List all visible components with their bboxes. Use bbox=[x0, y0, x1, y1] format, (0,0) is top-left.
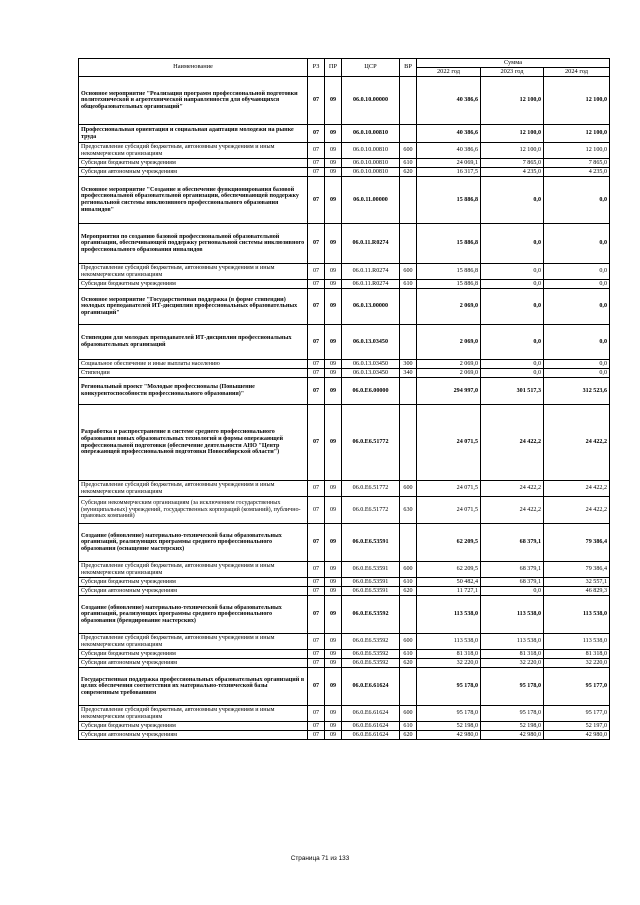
cell-vr: 610 bbox=[400, 650, 417, 659]
cell-2024: 46 829,3 bbox=[544, 587, 610, 596]
cell-2022: 50 482,4 bbox=[417, 578, 481, 587]
cell-pr: 09 bbox=[325, 587, 342, 596]
table-row bbox=[79, 405, 610, 481]
cell-2023: 113 538,0 bbox=[481, 596, 544, 634]
cell-2024: 42 980,0 bbox=[544, 731, 610, 740]
cell-2023: 0,0 bbox=[481, 224, 544, 264]
cell-2024: 12 100,0 bbox=[544, 77, 610, 125]
cell-rz: 07 bbox=[308, 378, 325, 405]
table-row bbox=[79, 722, 610, 731]
cell-2024: 12 100,0 bbox=[544, 143, 610, 159]
table-row bbox=[79, 587, 610, 596]
cell-2024: 79 386,4 bbox=[544, 562, 610, 578]
cell-name: Предоставление субсидий бюджетным, автономным учреждениям и иным некоммерческим организациям bbox=[79, 143, 308, 159]
cell-2023: 0,0 bbox=[481, 289, 544, 325]
cell-2022: 2 069,0 bbox=[417, 360, 481, 369]
cell-csr: 06.0.E6.53592 bbox=[342, 659, 400, 668]
cell-csr: 06.0.E6.00000 bbox=[342, 378, 400, 405]
cell-rz: 07 bbox=[308, 77, 325, 125]
cell-vr: 620 bbox=[400, 659, 417, 668]
column-header-name: Наименование bbox=[79, 59, 308, 77]
cell-vr bbox=[400, 77, 417, 125]
column-header-csr: ЦСР bbox=[342, 59, 400, 77]
cell-csr: 06.0.11.R0274 bbox=[342, 224, 400, 264]
cell-pr: 09 bbox=[325, 168, 342, 177]
cell-2023: 0,0 bbox=[481, 360, 544, 369]
cell-pr: 09 bbox=[325, 524, 342, 562]
cell-vr: 610 bbox=[400, 159, 417, 168]
cell-2022: 62 209,5 bbox=[417, 562, 481, 578]
cell-rz: 07 bbox=[308, 360, 325, 369]
cell-pr: 09 bbox=[325, 497, 342, 524]
table-row bbox=[79, 378, 610, 405]
cell-csr: 06.0.E6.53592 bbox=[342, 596, 400, 634]
table-row bbox=[79, 650, 610, 659]
cell-name: Создание (обновление) материально-технической базы образовательных организаций, реализующих программы среднего профессионального образования (оснащение мастерских) bbox=[79, 524, 308, 562]
cell-vr: 600 bbox=[400, 264, 417, 280]
cell-rz: 07 bbox=[308, 369, 325, 378]
cell-vr bbox=[400, 524, 417, 562]
cell-rz: 07 bbox=[308, 289, 325, 325]
cell-csr: 06.0.E6.53591 bbox=[342, 587, 400, 596]
cell-2023: 0,0 bbox=[481, 264, 544, 280]
cell-rz: 07 bbox=[308, 668, 325, 706]
cell-2022: 15 886,8 bbox=[417, 280, 481, 289]
cell-2024: 32 557,1 bbox=[544, 578, 610, 587]
cell-rz: 07 bbox=[308, 224, 325, 264]
cell-pr: 09 bbox=[325, 369, 342, 378]
cell-rz: 07 bbox=[308, 405, 325, 481]
cell-csr: 06.0.E6.51772 bbox=[342, 481, 400, 497]
cell-2022: 2 069,0 bbox=[417, 369, 481, 378]
table-row bbox=[79, 177, 610, 224]
cell-name: Субсидии бюджетным учреждениям bbox=[79, 578, 308, 587]
cell-name: Основное мероприятие "Государственная поддержка (в форме стипендии) молодых преподавателей ИТ-дисциплин профессиональных образовательных организаций" bbox=[79, 289, 308, 325]
cell-pr: 09 bbox=[325, 731, 342, 740]
cell-vr: 620 bbox=[400, 731, 417, 740]
cell-name: Социальное обеспечение и иные выплаты населению bbox=[79, 360, 308, 369]
cell-pr: 09 bbox=[325, 562, 342, 578]
cell-csr: 06.0.E6.61624 bbox=[342, 722, 400, 731]
cell-2023: 4 235,0 bbox=[481, 168, 544, 177]
cell-2024: 32 220,0 bbox=[544, 659, 610, 668]
cell-csr: 06.0.E6.61624 bbox=[342, 668, 400, 706]
cell-2024: 79 386,4 bbox=[544, 524, 610, 562]
table-row bbox=[79, 325, 610, 360]
cell-vr: 300 bbox=[400, 360, 417, 369]
cell-rz: 07 bbox=[308, 659, 325, 668]
cell-2022: 24 071,5 bbox=[417, 405, 481, 481]
cell-vr bbox=[400, 596, 417, 634]
column-header-vr: ВР bbox=[400, 59, 417, 77]
cell-2022: 24 069,1 bbox=[417, 159, 481, 168]
cell-pr: 09 bbox=[325, 659, 342, 668]
cell-vr bbox=[400, 405, 417, 481]
cell-name: Основное мероприятие "Реализация программ профессиональной подготовки политехнической и агротехнической направленности для обучающихся общеобразовательных организаций" bbox=[79, 77, 308, 125]
cell-name: Предоставление субсидий бюджетным, автономным учреждениям и иным некоммерческим организациям bbox=[79, 562, 308, 578]
cell-2024: 24 422,2 bbox=[544, 497, 610, 524]
cell-2023: 0,0 bbox=[481, 177, 544, 224]
cell-vr bbox=[400, 125, 417, 143]
cell-csr: 06.0.10.00810 bbox=[342, 159, 400, 168]
table-row bbox=[79, 143, 610, 159]
cell-rz: 07 bbox=[308, 159, 325, 168]
column-header-2022: 2022 год bbox=[417, 68, 481, 77]
cell-2023: 95 178,0 bbox=[481, 668, 544, 706]
cell-2023: 0,0 bbox=[481, 587, 544, 596]
cell-name: Субсидии автономным учреждениям bbox=[79, 731, 308, 740]
cell-rz: 07 bbox=[308, 722, 325, 731]
column-header-rz: РЗ bbox=[308, 59, 325, 77]
cell-2022: 32 220,0 bbox=[417, 659, 481, 668]
cell-2022: 62 209,5 bbox=[417, 524, 481, 562]
cell-pr: 09 bbox=[325, 280, 342, 289]
table-row bbox=[79, 360, 610, 369]
cell-name: Основное мероприятие "Создание и обеспечение функционирования базовой профессиональной образовательной организации, обеспечивающей поддержку региональной системы инклюзивного профессионального образования инвалидов" bbox=[79, 177, 308, 224]
cell-name: Субсидии автономным учреждениям bbox=[79, 659, 308, 668]
cell-pr: 09 bbox=[325, 177, 342, 224]
cell-pr: 09 bbox=[325, 650, 342, 659]
cell-vr: 610 bbox=[400, 578, 417, 587]
cell-2022: 15 886,8 bbox=[417, 224, 481, 264]
cell-2023: 81 318,0 bbox=[481, 650, 544, 659]
cell-2022: 24 071,5 bbox=[417, 481, 481, 497]
cell-csr: 06.0.13.03450 bbox=[342, 325, 400, 360]
cell-csr: 06.0.10.00810 bbox=[342, 143, 400, 159]
cell-vr: 620 bbox=[400, 168, 417, 177]
cell-name: Мероприятия по созданию базовой профессиональной образовательной организации, обеспечивающей поддержку региональной системы инклюзивного профессионального образования инвалидов bbox=[79, 224, 308, 264]
cell-2024: 0,0 bbox=[544, 360, 610, 369]
cell-csr: 06.0.10.00810 bbox=[342, 168, 400, 177]
cell-2024: 95 177,0 bbox=[544, 668, 610, 706]
table-row bbox=[79, 524, 610, 562]
table-row bbox=[79, 369, 610, 378]
cell-2022: 113 538,0 bbox=[417, 634, 481, 650]
cell-2022: 95 178,0 bbox=[417, 668, 481, 706]
cell-name: Субсидии бюджетным учреждениям bbox=[79, 650, 308, 659]
cell-rz: 07 bbox=[308, 706, 325, 722]
page-number: Страница 71 из 133 bbox=[290, 855, 350, 862]
cell-2022: 40 386,6 bbox=[417, 77, 481, 125]
table-row bbox=[79, 168, 610, 177]
cell-pr: 09 bbox=[325, 722, 342, 731]
cell-vr: 630 bbox=[400, 497, 417, 524]
table-row bbox=[79, 159, 610, 168]
table-body bbox=[79, 77, 610, 740]
cell-vr bbox=[400, 668, 417, 706]
cell-csr: 06.0.E6.53592 bbox=[342, 634, 400, 650]
cell-name: Субсидии автономным учреждениям bbox=[79, 587, 308, 596]
cell-csr: 06.0.E6.53592 bbox=[342, 650, 400, 659]
cell-2022: 95 178,0 bbox=[417, 706, 481, 722]
table-header bbox=[79, 59, 610, 77]
budget-table bbox=[78, 58, 610, 740]
cell-name: Региональный проект "Молодые профессионалы (Повышение конкурентоспособности профессионального образования)" bbox=[79, 378, 308, 405]
cell-name: Предоставление субсидий бюджетным, автономным учреждениям и иным некоммерческим организациям bbox=[79, 706, 308, 722]
table-row bbox=[79, 659, 610, 668]
column-header-sum: Сумма bbox=[417, 59, 610, 68]
cell-vr: 610 bbox=[400, 722, 417, 731]
cell-2024: 0,0 bbox=[544, 325, 610, 360]
cell-2024: 81 318,0 bbox=[544, 650, 610, 659]
cell-2024: 12 100,0 bbox=[544, 125, 610, 143]
table-row bbox=[79, 596, 610, 634]
cell-vr bbox=[400, 325, 417, 360]
cell-rz: 07 bbox=[308, 587, 325, 596]
cell-pr: 09 bbox=[325, 668, 342, 706]
cell-2022: 81 318,0 bbox=[417, 650, 481, 659]
cell-csr: 06.0.E6.51772 bbox=[342, 405, 400, 481]
cell-pr: 09 bbox=[325, 77, 342, 125]
cell-2024: 113 538,0 bbox=[544, 596, 610, 634]
cell-2023: 68 379,1 bbox=[481, 524, 544, 562]
table-row bbox=[79, 264, 610, 280]
cell-pr: 09 bbox=[325, 224, 342, 264]
cell-name: Государственная поддержка профессиональных образовательных организаций в целях обеспечения соответствия их материально-технической базы современным требованиям bbox=[79, 668, 308, 706]
cell-vr: 340 bbox=[400, 369, 417, 378]
cell-vr bbox=[400, 378, 417, 405]
cell-rz: 07 bbox=[308, 168, 325, 177]
table-row bbox=[79, 731, 610, 740]
cell-csr: 06.0.11.00000 bbox=[342, 177, 400, 224]
column-header-2023: 2023 год bbox=[481, 68, 544, 77]
table-row bbox=[79, 280, 610, 289]
cell-csr: 06.0.E6.53591 bbox=[342, 578, 400, 587]
cell-2022: 2 069,0 bbox=[417, 289, 481, 325]
cell-csr: 06.0.11.R0274 bbox=[342, 264, 400, 280]
cell-csr: 06.0.13.00000 bbox=[342, 289, 400, 325]
cell-rz: 07 bbox=[308, 731, 325, 740]
cell-vr: 600 bbox=[400, 706, 417, 722]
cell-vr bbox=[400, 177, 417, 224]
cell-2023: 68 379,1 bbox=[481, 562, 544, 578]
cell-pr: 09 bbox=[325, 264, 342, 280]
cell-2023: 24 422,2 bbox=[481, 497, 544, 524]
cell-2023: 95 178,0 bbox=[481, 706, 544, 722]
cell-pr: 09 bbox=[325, 325, 342, 360]
cell-2022: 294 997,0 bbox=[417, 378, 481, 405]
table-row bbox=[79, 634, 610, 650]
cell-rz: 07 bbox=[308, 481, 325, 497]
cell-rz: 07 bbox=[308, 177, 325, 224]
cell-name: Субсидии некоммерческим организациям (за исключением государственных (муниципальных) учреждений, государственных корпораций (компаний), публично-правовых компаний) bbox=[79, 497, 308, 524]
table-row bbox=[79, 224, 610, 264]
cell-pr: 09 bbox=[325, 360, 342, 369]
cell-2023: 0,0 bbox=[481, 280, 544, 289]
cell-csr: 06.0.13.03450 bbox=[342, 369, 400, 378]
cell-2023: 12 100,0 bbox=[481, 77, 544, 125]
cell-2024: 0,0 bbox=[544, 280, 610, 289]
cell-csr: 06.0.E6.51772 bbox=[342, 497, 400, 524]
table-row bbox=[79, 289, 610, 325]
cell-name: Предоставление субсидий бюджетным, автономным учреждениям и иным некоммерческим организациям bbox=[79, 264, 308, 280]
cell-csr: 06.0.E6.61624 bbox=[342, 731, 400, 740]
cell-2022: 16 317,5 bbox=[417, 168, 481, 177]
cell-csr: 06.0.E6.61624 bbox=[342, 706, 400, 722]
cell-name: Предоставление субсидий бюджетным, автономным учреждениям и иным некоммерческим организациям bbox=[79, 634, 308, 650]
cell-pr: 09 bbox=[325, 405, 342, 481]
cell-2024: 0,0 bbox=[544, 369, 610, 378]
cell-2023: 7 865,0 bbox=[481, 159, 544, 168]
cell-2022: 15 886,8 bbox=[417, 177, 481, 224]
cell-name: Создание (обновление) материально-технической базы образовательных организаций, реализующих программы среднего профессионального образования (брендирование мастерских) bbox=[79, 596, 308, 634]
cell-2023: 42 980,0 bbox=[481, 731, 544, 740]
cell-2022: 113 538,0 bbox=[417, 596, 481, 634]
cell-2022: 52 198,0 bbox=[417, 722, 481, 731]
cell-vr: 600 bbox=[400, 143, 417, 159]
table-row bbox=[79, 706, 610, 722]
cell-2023: 301 517,3 bbox=[481, 378, 544, 405]
cell-name: Профессиональная ориентация и социальная адаптация молодежи на рынке труда bbox=[79, 125, 308, 143]
cell-name: Стипендии для молодых преподавателей ИТ-дисциплин профессиональных образовательных организаций bbox=[79, 325, 308, 360]
cell-name: Предоставление субсидий бюджетным, автономным учреждениям и иным некоммерческим организациям bbox=[79, 481, 308, 497]
cell-csr: 06.0.10.00000 bbox=[342, 77, 400, 125]
cell-csr: 06.0.E6.53591 bbox=[342, 562, 400, 578]
cell-pr: 09 bbox=[325, 578, 342, 587]
cell-2024: 0,0 bbox=[544, 289, 610, 325]
cell-csr: 06.0.10.00810 bbox=[342, 125, 400, 143]
cell-name: Субсидии бюджетным учреждениям bbox=[79, 280, 308, 289]
budget-page bbox=[78, 58, 609, 740]
cell-vr bbox=[400, 224, 417, 264]
cell-csr: 06.0.13.03450 bbox=[342, 360, 400, 369]
table-row bbox=[79, 125, 610, 143]
cell-rz: 07 bbox=[308, 650, 325, 659]
cell-pr: 09 bbox=[325, 125, 342, 143]
cell-2022: 42 980,0 bbox=[417, 731, 481, 740]
cell-pr: 09 bbox=[325, 159, 342, 168]
cell-2023: 12 100,0 bbox=[481, 143, 544, 159]
cell-2024: 0,0 bbox=[544, 224, 610, 264]
cell-2023: 0,0 bbox=[481, 325, 544, 360]
cell-pr: 09 bbox=[325, 143, 342, 159]
cell-rz: 07 bbox=[308, 280, 325, 289]
column-header-2024: 2024 год bbox=[544, 68, 610, 77]
cell-2023: 52 198,0 bbox=[481, 722, 544, 731]
cell-vr bbox=[400, 289, 417, 325]
cell-rz: 07 bbox=[308, 264, 325, 280]
cell-pr: 09 bbox=[325, 378, 342, 405]
cell-2022: 40 386,6 bbox=[417, 125, 481, 143]
cell-rz: 07 bbox=[308, 596, 325, 634]
cell-rz: 07 bbox=[308, 125, 325, 143]
table-row bbox=[79, 668, 610, 706]
cell-2022: 40 386,6 bbox=[417, 143, 481, 159]
cell-2022: 15 886,8 bbox=[417, 264, 481, 280]
cell-2022: 24 071,5 bbox=[417, 497, 481, 524]
cell-rz: 07 bbox=[308, 578, 325, 587]
cell-name: Стипендии bbox=[79, 369, 308, 378]
cell-pr: 09 bbox=[325, 481, 342, 497]
table-row bbox=[79, 497, 610, 524]
cell-csr: 06.0.11.R0274 bbox=[342, 280, 400, 289]
cell-rz: 07 bbox=[308, 524, 325, 562]
cell-rz: 07 bbox=[308, 497, 325, 524]
cell-rz: 07 bbox=[308, 562, 325, 578]
cell-2023: 24 422,2 bbox=[481, 405, 544, 481]
cell-2023: 68 379,1 bbox=[481, 578, 544, 587]
cell-rz: 07 bbox=[308, 325, 325, 360]
cell-2024: 95 177,0 bbox=[544, 706, 610, 722]
cell-pr: 09 bbox=[325, 596, 342, 634]
cell-2023: 32 220,0 bbox=[481, 659, 544, 668]
cell-vr: 600 bbox=[400, 562, 417, 578]
cell-csr: 06.0.E6.53591 bbox=[342, 524, 400, 562]
cell-2022: 11 727,1 bbox=[417, 587, 481, 596]
table-row bbox=[79, 578, 610, 587]
cell-vr: 620 bbox=[400, 587, 417, 596]
cell-rz: 07 bbox=[308, 634, 325, 650]
cell-2023: 24 422,2 bbox=[481, 481, 544, 497]
cell-name: Субсидии бюджетным учреждениям bbox=[79, 159, 308, 168]
cell-vr: 600 bbox=[400, 634, 417, 650]
cell-pr: 09 bbox=[325, 634, 342, 650]
cell-2024: 24 422,2 bbox=[544, 405, 610, 481]
cell-rz: 07 bbox=[308, 143, 325, 159]
cell-vr: 600 bbox=[400, 481, 417, 497]
cell-2023: 113 538,0 bbox=[481, 634, 544, 650]
cell-vr: 610 bbox=[400, 280, 417, 289]
cell-2023: 12 100,0 bbox=[481, 125, 544, 143]
cell-name: Субсидии бюджетным учреждениям bbox=[79, 722, 308, 731]
cell-2024: 7 865,0 bbox=[544, 159, 610, 168]
table-row bbox=[79, 562, 610, 578]
cell-name: Субсидии автономным учреждениям bbox=[79, 168, 308, 177]
table-row bbox=[79, 77, 610, 125]
cell-name: Разработка и распространение в системе среднего профессионального образования новых образовательных технологий и формы опережающей профессиональной подготовки (обеспечение деятельности АНО "Центр опережающей профессиональной подготовки Новосибирской области") bbox=[79, 405, 308, 481]
cell-2024: 0,0 bbox=[544, 264, 610, 280]
cell-2024: 0,0 bbox=[544, 177, 610, 224]
cell-pr: 09 bbox=[325, 706, 342, 722]
table-row bbox=[79, 481, 610, 497]
cell-2024: 312 523,6 bbox=[544, 378, 610, 405]
cell-2024: 24 422,2 bbox=[544, 481, 610, 497]
cell-2024: 52 197,0 bbox=[544, 722, 610, 731]
column-header-pr: ПР bbox=[325, 59, 342, 77]
cell-2024: 4 235,0 bbox=[544, 168, 610, 177]
cell-2022: 2 069,0 bbox=[417, 325, 481, 360]
cell-2023: 0,0 bbox=[481, 369, 544, 378]
cell-2024: 113 538,0 bbox=[544, 634, 610, 650]
cell-pr: 09 bbox=[325, 289, 342, 325]
